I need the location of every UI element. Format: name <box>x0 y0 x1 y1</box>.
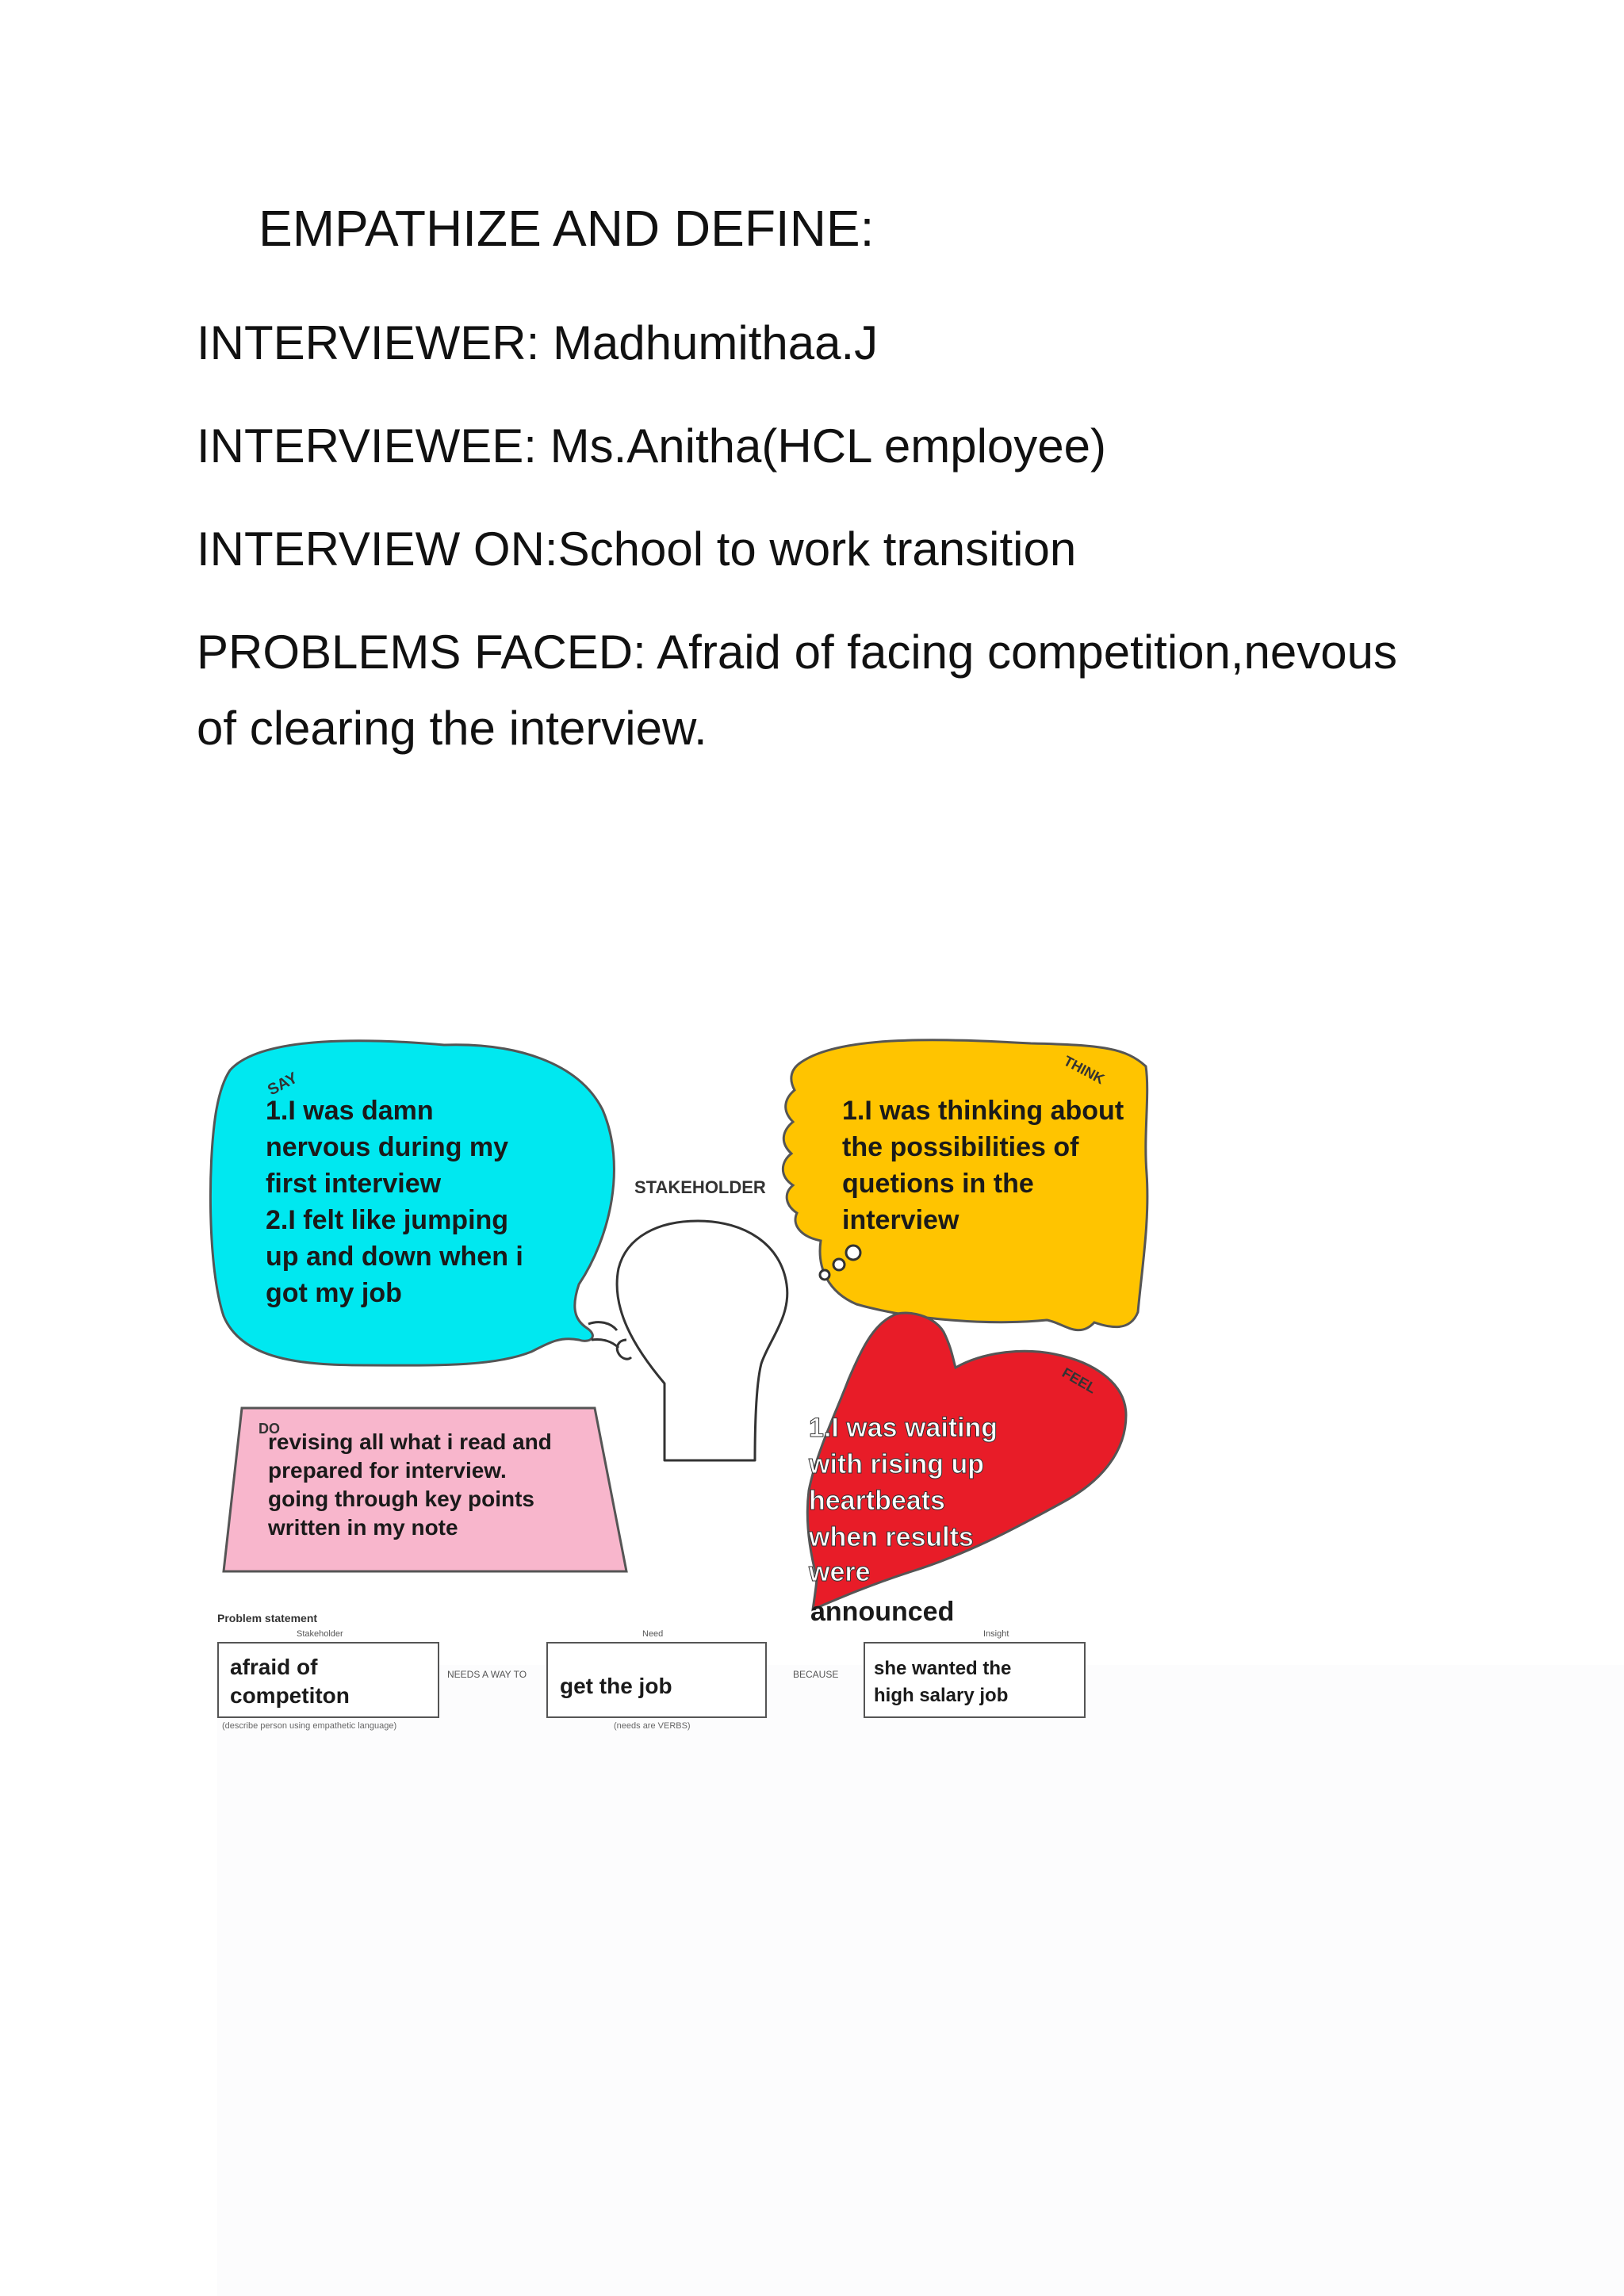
think-line-2: the possibilities of <box>842 1132 1079 1162</box>
think-line-1: 1.I was thinking about <box>842 1096 1124 1126</box>
problem-statement-title: Problem statement <box>217 1612 318 1624</box>
say-line-4: 2.I felt like jumping <box>266 1205 509 1235</box>
feel-line-2: with rising up <box>809 1449 984 1479</box>
say-line-6: got my job <box>266 1278 402 1308</box>
say-line-5: up and down when i <box>266 1242 523 1272</box>
feel-line-4: when results <box>809 1522 974 1552</box>
need-value: get the job <box>560 1674 672 1698</box>
feel-line-3: heartbeats <box>809 1486 945 1516</box>
thought-dot-medium <box>833 1259 845 1270</box>
do-line-3: going through key points <box>268 1487 534 1511</box>
need-caption: Need <box>642 1629 664 1639</box>
stakeholder-caption: Stakeholder <box>297 1629 343 1639</box>
say-tag: SAY <box>265 1069 301 1100</box>
do-line-2: prepared for interview. <box>268 1458 507 1483</box>
say-line-1: 1.I was damn <box>266 1096 434 1126</box>
thought-dot-small <box>820 1270 829 1280</box>
insight-caption: Insight <box>983 1629 1009 1639</box>
insight-value-line-1: she wanted the <box>874 1658 1012 1679</box>
do-line-1: revising all what i read and <box>268 1429 552 1454</box>
stakeholder-label: STAKEHOLDER <box>634 1177 766 1197</box>
do-tag: DO <box>259 1421 280 1437</box>
stakeholder-value-line-2: competiton <box>230 1683 350 1708</box>
stakeholder-note: (describe person using empathetic language) <box>222 1721 397 1731</box>
think-line-3: quetions in the <box>842 1169 1034 1199</box>
page-heading: EMPATHIZE AND DEFINE: <box>259 200 875 257</box>
think-line-4: interview <box>842 1205 959 1235</box>
insight-value-line-2: high salary job <box>874 1685 1009 1706</box>
thought-dot-large <box>846 1246 860 1260</box>
feel-line-6: announced <box>810 1597 955 1627</box>
interviewer-line: INTERVIEWER: Madhumithaa.J <box>197 316 879 369</box>
think-tag: THINK <box>1061 1052 1108 1088</box>
stakeholder-value-line-1: afraid of <box>230 1655 318 1679</box>
feel-tag: FEEL <box>1059 1364 1099 1397</box>
need-note: (needs are VERBS) <box>614 1721 691 1731</box>
feel-line-1: 1.I was waiting <box>809 1413 998 1443</box>
do-line-4: written in my note <box>268 1515 458 1540</box>
feel-line-5: were <box>809 1557 871 1587</box>
needs-a-way-to-label: NEEDS A WAY TO <box>447 1669 527 1680</box>
say-line-2: nervous during my <box>266 1132 509 1162</box>
because-label: BECAUSE <box>793 1669 839 1680</box>
stakeholder-head-icon <box>617 1221 787 1460</box>
say-line-3: first interview <box>266 1169 442 1199</box>
interviewee-line: INTERVIEWEE: Ms.Anitha(HCL employee) <box>197 419 1107 473</box>
problems-faced-line: PROBLEMS FACED: Afraid of facing competition,nevous of clearing the interview. <box>197 626 1398 755</box>
interview-on-line: INTERVIEW ON:School to work transition <box>197 522 1077 576</box>
